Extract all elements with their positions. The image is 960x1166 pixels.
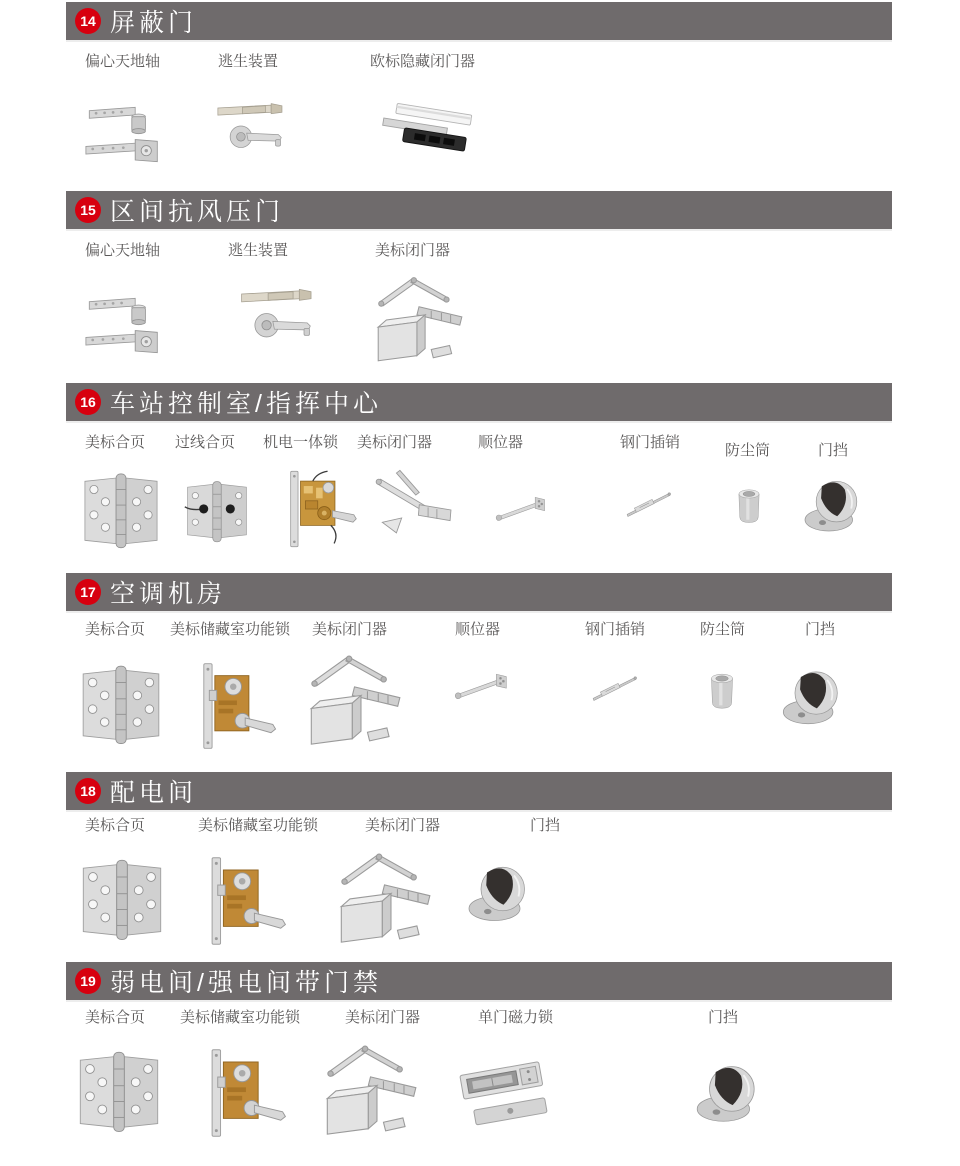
product-label: 逃生装置 [218,53,279,70]
product-flush-bolt [562,662,670,714]
storeroom-lock-icon [198,1035,292,1151]
product-wire-hinge [182,468,252,554]
section-title: 空调机房 [110,580,227,608]
product-exit-device [192,95,310,167]
product-hinge [78,846,166,952]
section-18-header [66,772,892,810]
product-door-closer [360,270,478,372]
product-hinge [78,653,164,755]
product-storeroom-lock [198,1035,292,1151]
product-label: 门挡 [805,621,836,638]
pivot-hinge-icon [75,283,175,368]
section-number-badge: 18 [75,778,101,804]
coordinator-icon [458,482,586,537]
product-flush-bolt [600,478,700,530]
product-label: 美标合页 [85,434,146,451]
product-label: 顺位器 [455,621,501,638]
hinge-icon [78,846,166,952]
surface-closer-icon [370,466,458,554]
door-closer-icon [360,270,478,372]
product-coordinator [458,482,586,537]
product-door-closer [308,1038,433,1146]
product-pivot-hinge [75,283,175,368]
product-door-closer [292,648,417,756]
product-concealed-closer [340,88,512,180]
product-dust-proof-socket [698,656,746,724]
section-15-header [66,191,892,229]
concealed-closer-icon [340,88,512,180]
product-label: 偏心天地轴 [85,53,161,70]
flush-bolt-icon [600,478,700,530]
door-stop-icon [688,1052,768,1129]
hinge-icon [80,462,162,558]
product-label: 门挡 [818,442,849,459]
product-label: 欧标隐藏闭门器 [370,53,476,70]
section-title: 区间抗风压门 [110,198,285,226]
door-closer-icon [308,1038,433,1146]
product-coordinator [415,658,550,716]
pivot-hinge-icon [75,92,175,177]
product-label: 美标闭门器 [375,242,451,259]
product-label: 逃生装置 [228,242,289,259]
section-number-badge: 16 [75,389,101,415]
product-label: 防尘筒 [700,621,746,638]
product-label: 美标储藏室功能锁 [180,1009,301,1026]
product-label: 美标闭门器 [312,621,388,638]
section-19-header [66,962,892,1000]
product-label: 钢门插销 [585,621,646,638]
product-door-closer [322,846,447,954]
section-number-badge: 19 [75,968,101,994]
product-label: 顺位器 [478,434,524,451]
product-label: 单门磁力锁 [478,1009,554,1026]
dust-proof-socket-icon [726,472,772,538]
product-label: 美标合页 [85,1009,146,1026]
mechatronic-lock-icon [280,456,362,562]
product-door-stop [798,468,868,538]
product-label: 机电一体锁 [263,434,339,451]
door-stop-icon [775,658,850,731]
product-label: 门挡 [708,1009,739,1026]
product-label: 过线合页 [175,434,236,451]
section-16-header [66,383,892,421]
product-label: 美标闭门器 [365,817,441,834]
product-surface-closer [370,466,458,554]
product-label: 美标储藏室功能锁 [198,817,319,834]
product-label: 美标合页 [85,817,146,834]
product-hinge [75,1038,163,1144]
magnetic-lock-icon [442,1042,567,1142]
storeroom-lock-icon [190,650,282,762]
product-label: 美标合页 [85,621,146,638]
section-number-badge: 17 [75,579,101,605]
exit-device-icon [192,95,310,167]
product-storeroom-lock [198,843,292,959]
product-label: 美标闭门器 [357,434,433,451]
door-stop-icon [798,468,868,538]
exit-device-icon [205,280,350,358]
product-label: 美标储藏室功能锁 [170,621,291,638]
section-number-badge: 15 [75,197,101,223]
product-exit-device [205,280,350,358]
dust-proof-socket-icon [698,656,746,724]
hinge-icon [78,653,164,755]
section-14-header [66,2,892,40]
hinge-icon [75,1038,163,1144]
section-17-header [66,573,892,611]
product-hinge [80,462,162,558]
product-door-stop [775,658,850,731]
product-magnetic-lock [442,1042,567,1142]
section-title: 屏蔽门 [110,9,198,37]
product-label: 偏心天地轴 [85,242,161,259]
section-title: 车站控制室/指挥中心 [110,390,382,418]
product-storeroom-lock [190,650,282,762]
door-closer-icon [322,846,447,954]
flush-bolt-icon [562,662,670,714]
product-label: 防尘筒 [725,442,771,459]
product-pivot-hinge [75,92,175,177]
product-mechatronic-lock [280,456,362,562]
section-number-badge: 14 [75,8,101,34]
wire-hinge-icon [182,468,252,554]
door-stop-icon [460,853,538,928]
product-label: 美标闭门器 [345,1009,421,1026]
section-title: 弱电间/强电间带门禁 [110,969,382,997]
door-closer-icon [292,648,417,756]
section-title: 配电间 [110,779,198,807]
product-door-stop [688,1052,768,1129]
product-door-stop [460,853,538,928]
product-label: 钢门插销 [620,434,681,451]
product-label: 门挡 [530,817,561,834]
product-dust-proof-socket [726,472,772,538]
coordinator-icon [415,658,550,716]
storeroom-lock-icon [198,843,292,959]
